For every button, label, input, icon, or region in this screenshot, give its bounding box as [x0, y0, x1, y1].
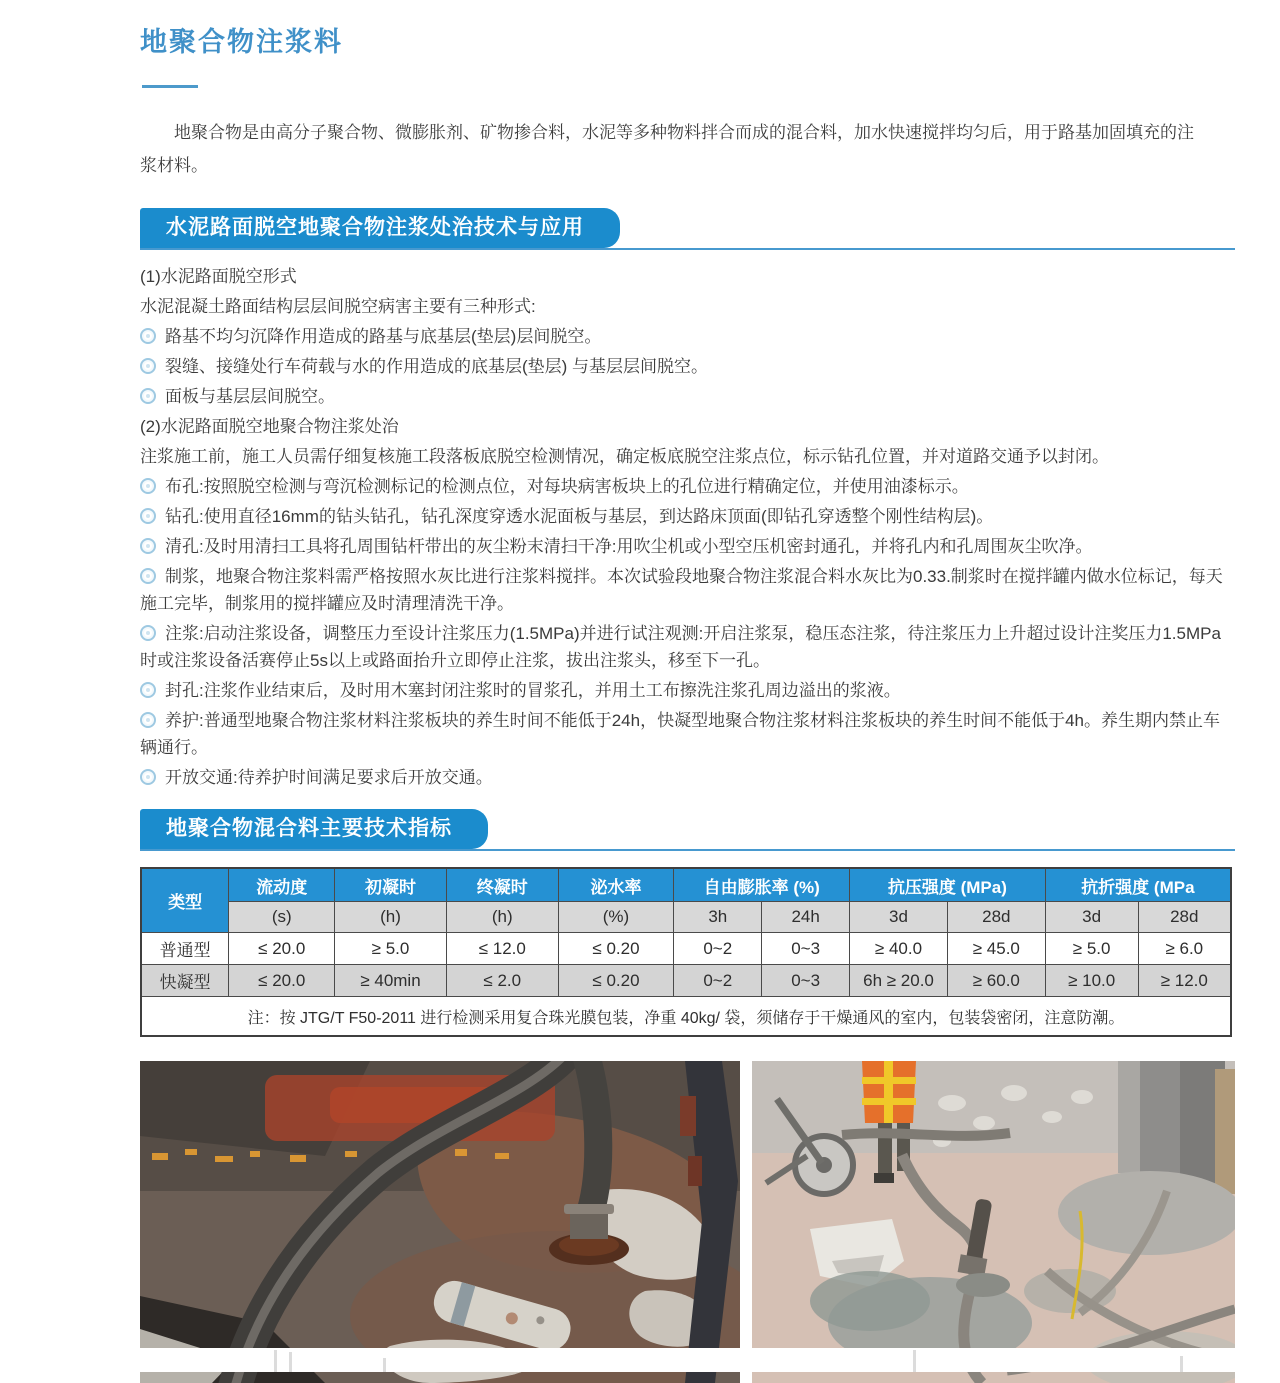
- intro-paragraph: 地聚合物是由高分子聚合物、微膨胀剂、矿物掺合料，水泥等多种物料拌合而成的混合料，加水快速搅拌均匀后，用于路基加固填充的注浆材料。: [140, 123, 1194, 175]
- section2-banner-rule: [140, 809, 1235, 851]
- ring-bullet-icon: [140, 388, 156, 404]
- body-line: 面板与基层层间脱空。: [140, 383, 1235, 410]
- col-header: 抗压强度 (MPa): [850, 868, 1046, 902]
- ring-bullet-icon: [140, 328, 156, 344]
- body-line: 注浆:启动注浆设备，调整压力至设计注浆压力(1.5MPa)并进行试注观测:开启注浆泵，稳压态注浆，待注浆压力上升超过设计注奖压力1.5MPa时或注浆设备活赛停止5s以上或路面抬升立即停止注浆，拔出注浆头，移至下一孔。: [140, 624, 1221, 670]
- body-line: 布孔:按照脱空检测与弯沉检测标记的检测点位，对每块病害板块上的孔位进行精确定位，并使用油漆标示。: [140, 473, 1235, 500]
- col-subheader: 24h: [762, 902, 850, 933]
- title-underline: [142, 85, 198, 88]
- col-subheader: 3h: [674, 902, 762, 933]
- col-header: 流动度: [229, 868, 335, 902]
- ring-bullet-icon: [140, 712, 156, 728]
- page-title: 地聚合物注浆料: [140, 27, 343, 57]
- col-header: 泌水率: [558, 868, 674, 902]
- body-line: (2)水泥路面脱空地聚合物注浆处治: [140, 417, 399, 436]
- col-subheader: (%): [558, 902, 674, 933]
- body-line: 封孔:注浆作业结束后，及时用木塞封闭注浆时的冒浆孔，并用土工布擦洗注浆孔周边溢出的浆液。: [140, 677, 1235, 704]
- col-subheader: 28d: [947, 902, 1045, 933]
- ring-bullet-icon: [140, 358, 156, 374]
- section2-banner: 地聚合物混合料主要技术指标: [140, 809, 488, 849]
- technical-spec-table: [140, 867, 1232, 1037]
- body-line: 注浆施工前，施工人员需仔细复核施工段落板底脱空检测情况，确定板底脱空注浆点位，标示钻孔位置，并对道路交通予以封闭。: [140, 447, 1109, 466]
- col-header: 自由膨胀率 (%): [674, 868, 850, 902]
- body-line: 制浆，地聚合物注浆料需严格按照水灰比进行注浆料搅拌。本次试验段地聚合物注浆混合料水灰比为0.33.制浆时在搅拌罐内做水位标记，每天施工完毕，制浆用的搅拌罐应及时清理清洗干净。: [140, 567, 1223, 613]
- photo-grouting-worksite: [752, 1061, 1235, 1383]
- ring-bullet-icon: [140, 769, 156, 785]
- col-header: 抗折强度 (MPa: [1045, 868, 1231, 902]
- table-row: 快凝型 ≤ 20.0 ≥ 40min ≤ 2.0 ≤ 0.20 0~2 0~3 6h ≥ 20.0 ≥ 60.0 ≥ 10.0 ≥ 12.0: [141, 965, 1231, 997]
- body-line: 养护:普通型地聚合物注浆材料注浆板块的养生时间不能低于24h，快凝型地聚合物注浆材料注浆板块的养生时间不能低于4h。养生期内禁止车辆通行。: [140, 711, 1220, 757]
- ring-bullet-icon: [140, 538, 156, 554]
- section1-banner: 水泥路面脱空地聚合物注浆处治技术与应用: [140, 208, 620, 248]
- body-line: 开放交通:待养护时间满足要求后开放交通。: [140, 764, 1235, 791]
- table-note-row: [141, 997, 1231, 1037]
- ring-bullet-icon: [140, 625, 156, 641]
- body-line: 水泥混凝土路面结构层层间脱空病害主要有三种形式:: [140, 297, 536, 316]
- col-header: 初凝时: [335, 868, 447, 902]
- body-line: (1)水泥路面脱空形式: [140, 267, 297, 286]
- col-subheader: (h): [335, 902, 447, 933]
- photo-row: [140, 1061, 1235, 1383]
- ring-bullet-icon: [140, 478, 156, 494]
- col-subheader: (h): [446, 902, 558, 933]
- ring-bullet-icon: [140, 682, 156, 698]
- table-note: 注：按 JTG/T F50-2011 进行检测采用复合珠光膜包装，净重 40kg/ 袋，须储存于干燥通风的室内，包装袋密闭，注意防潮。: [141, 997, 1231, 1037]
- ring-bullet-icon: [140, 508, 156, 524]
- col-subheader: (s): [229, 902, 335, 933]
- body-line: 裂缝、接缝处行车荷载与水的作用造成的底基层(垫层) 与基层层间脱空。: [140, 353, 1235, 380]
- body-line: 路基不均匀沉降作用造成的路基与底基层(垫层)层间脱空。: [140, 323, 1235, 350]
- col-subheader: 3d: [1045, 902, 1138, 933]
- col-header-type: 类型: [141, 868, 229, 933]
- section1-body: [140, 263, 1235, 791]
- table-row: 普通型 ≤ 20.0 ≥ 5.0 ≤ 12.0 ≤ 0.20 0~2 0~3 ≥ 40.0 ≥ 45.0 ≥ 5.0 ≥ 6.0: [141, 933, 1231, 965]
- col-header: 终凝时: [446, 868, 558, 902]
- ring-bullet-icon: [140, 568, 156, 584]
- col-subheader: 28d: [1138, 902, 1231, 933]
- section1-banner-rule: [140, 208, 1235, 250]
- photo-grouting-hose-closeup: [140, 1061, 740, 1383]
- body-line: 清孔:及时用清扫工具将孔周围钻杆带出的灰尘粉末清扫干净:用吹尘机或小型空压机密封通孔，并将孔内和孔周围灰尘吹净。: [140, 533, 1235, 560]
- body-line: 钻孔:使用直径16mm的钻头钻孔，钻孔深度穿透水泥面板与基层，到达路床顶面(即钻孔穿透整个刚性结构层)。: [140, 503, 1235, 530]
- page-bottom-remnants: [0, 1348, 1280, 1372]
- col-subheader: 3d: [850, 902, 948, 933]
